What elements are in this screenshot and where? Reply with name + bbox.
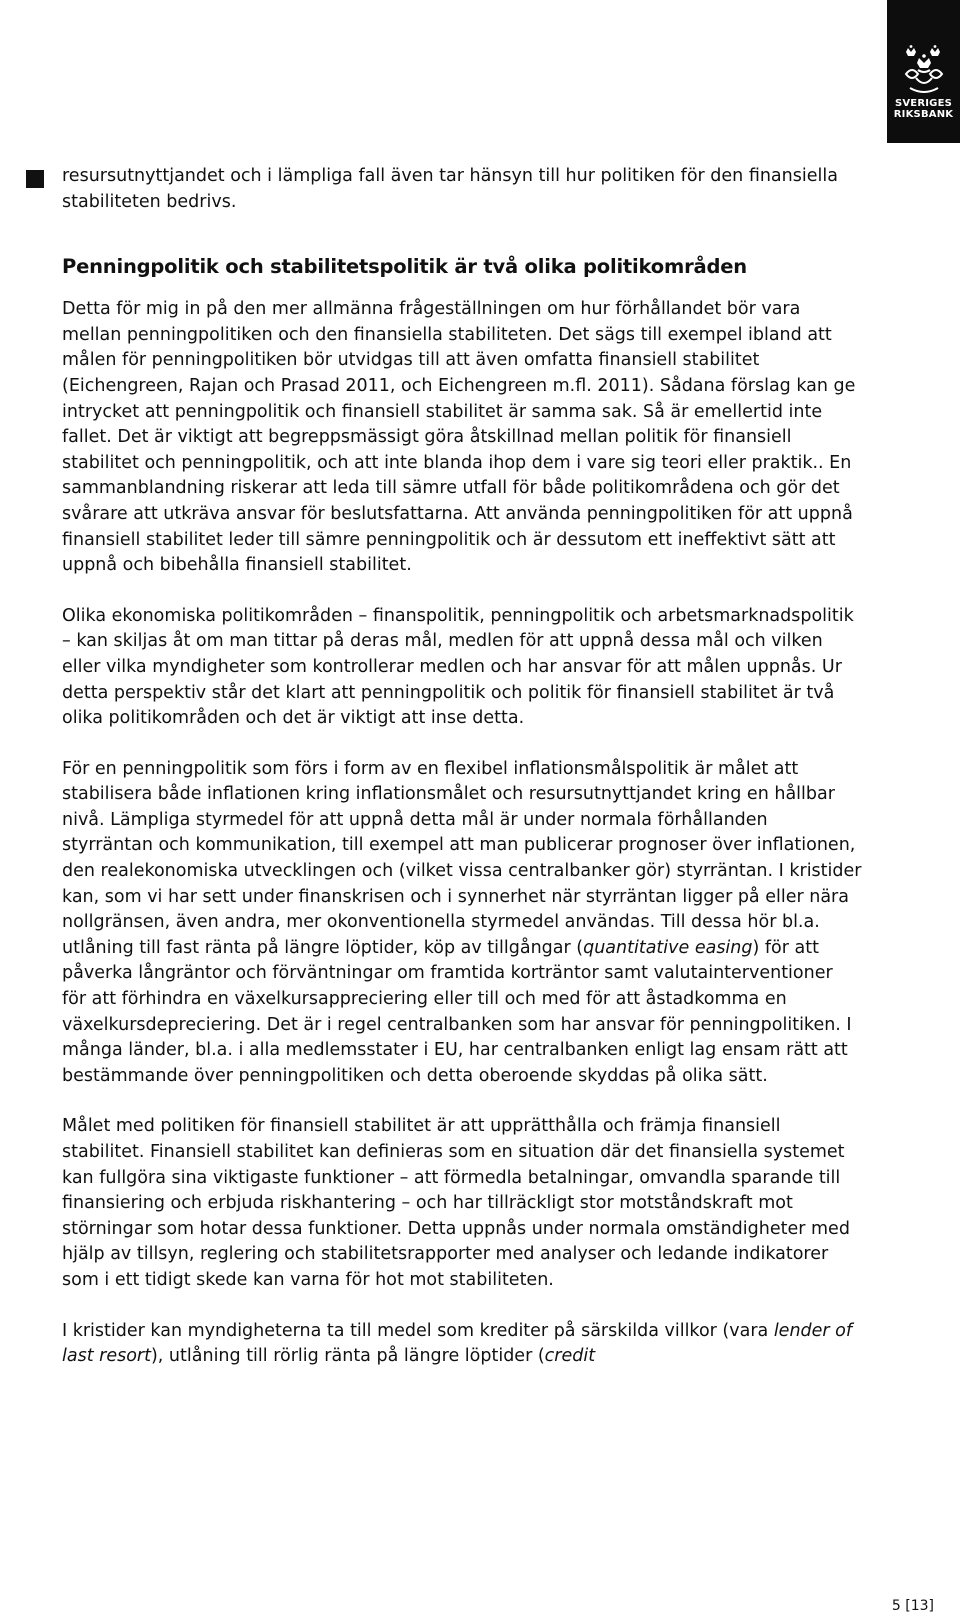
crown-crest-icon xyxy=(902,44,946,96)
paragraph-3-italic-term: quantitative easing xyxy=(583,937,753,958)
paragraph-2: Olika ekonomiska politikområden – finanspolitik, penningpolitik och arbetsmarknadspolitik – kan skiljas åt om man tittar på deras mål, medlen för att uppnå dessa mål och vilken eller vilka myndigheter som kontrollerar medlen och har ansvar för att målen uppnås. Ur detta perspektiv står det klart att penningpolitik och politik för finansiell stabilitet är två olika politikområden och det är viktigt att inse detta. xyxy=(62,605,854,729)
logo-wordmark xyxy=(887,98,960,120)
section-heading: Penningpolitik och stabilitetspolitik är två olika politikområden xyxy=(62,255,747,279)
paragraph-5-part-2: ), utlåning till rörlig ränta på längre löptider ( xyxy=(150,1346,545,1367)
paragraph-5-italic-term-2: credit xyxy=(544,1346,596,1367)
page-number: 5 [13] xyxy=(891,1598,934,1614)
paragraph-5-part-1: I kristider kan myndigheterna ta till medel som krediter på särskilda villkor (vara xyxy=(62,1320,774,1341)
paragraph-4: Målet med politiken för finansiell stabilitet är att upprätthålla och främja finansiell stabilitet. Finansiell stabilitet kan definieras som en situation där det finansiella systemet kan fullgöra sina viktigaste funktioner – att förmedla betalningar, omvandla sparande till finansiering och erbjuda riskhantering – och har tillräckligt stor motståndskraft mot störningar som hotar dessa funktioner. Detta uppnås under normala omständigheter med hjälp av tillsyn, reglering och stabilitetsrapporter med analyser och ledande indikatorer som i ett tidigt skede kan varna för hot mot stabiliteten. xyxy=(62,1116,850,1290)
paragraph-5-italic-term-1: lender of last resort xyxy=(62,1320,853,1367)
paragraph-continued: resursutnyttjandet och i lämpliga fall även tar hänsyn till hur politiken för den finansiella stabiliteten bedrivs. xyxy=(62,166,838,212)
logo-line-2: RIKSBANK xyxy=(893,109,954,120)
document-body xyxy=(62,164,862,1370)
section-marker xyxy=(26,170,44,188)
logo-line-1: SVERIGES xyxy=(894,98,953,109)
paragraph-3-part-2: ) för att påverka långräntor och förväntningar om framtida korträntor samt valutainterventioner för att förhindra en växelkursappreciering eller till och med för att åstadkomma en växelkursdepreciering. Det är i regel centralbanken som har ansvar för penningpolitiken. I många länder, bl.a. i alla medlemsstater i EU, har centralbanken enligt lag ensam rätt att bestämmande över penningpolitiken och detta oberoende skyddas på olika sätt. xyxy=(62,937,852,1086)
paragraph-3 xyxy=(62,757,862,1090)
paragraph-3-part-1: För en penningpolitik som förs i form av en flexibel inflationsmålspolitik är målet att stabilisera både inflationen kring inflationsmålet och resursutnyttjandet kring en hållbar nivå. Lämpliga styrmedel för att uppnå detta mål är under normala förhållanden styrräntan och kommunikation, till exempel att man publicerar prognoser över inflationen, den realekonomiska utvecklingen och (vilket vissa centralbanker gör) styrräntan. I kristider kan, som vi har sett under finanskrisen och i synnerhet när styrräntan ligger på eller nära nollgränsen, även andra, mer okonventionella styrmedel användas. Till dessa hör bl.a. utlåning till fast ränta på längre löptider, köp av tillgångar ( xyxy=(62,758,862,958)
paragraph-5 xyxy=(62,1319,862,1370)
riksbank-logo xyxy=(887,0,960,143)
paragraph-1: Detta för mig in på den mer allmänna frågeställningen om hur förhållandet bör vara mellan penningpolitiken och den finansiella stabiliteten. Det sägs till exempel ibland att målen för penningpolitiken bör utvidgas till att även omfatta finansiell stabilitet (Eichengreen, Rajan och Prasad 2011, och Eichengreen m.fl. 2011). Sådana förslag kan ge intrycket att penningpolitik och finansiell stabilitet är samma sak. Så är emellertid inte fallet. Det är viktigt att begreppsmässigt göra åtskillnad mellan politik för finansiell stabilitet och penningpolitik, och att inte blanda ihop dem i vare sig teori eller praktik.. En sammanblandning riskerar att leda till sämre utfall för både politikområdena och gör det svårare att utkräva ansvar för beslutsfattarna. Att använda penningpolitiken för att uppnå finansiell stabilitet leder till sämre penningpolitik och är dessutom ett ineffektivt sätt att uppnå och bibehålla finansiell stabilitet. xyxy=(62,299,856,576)
